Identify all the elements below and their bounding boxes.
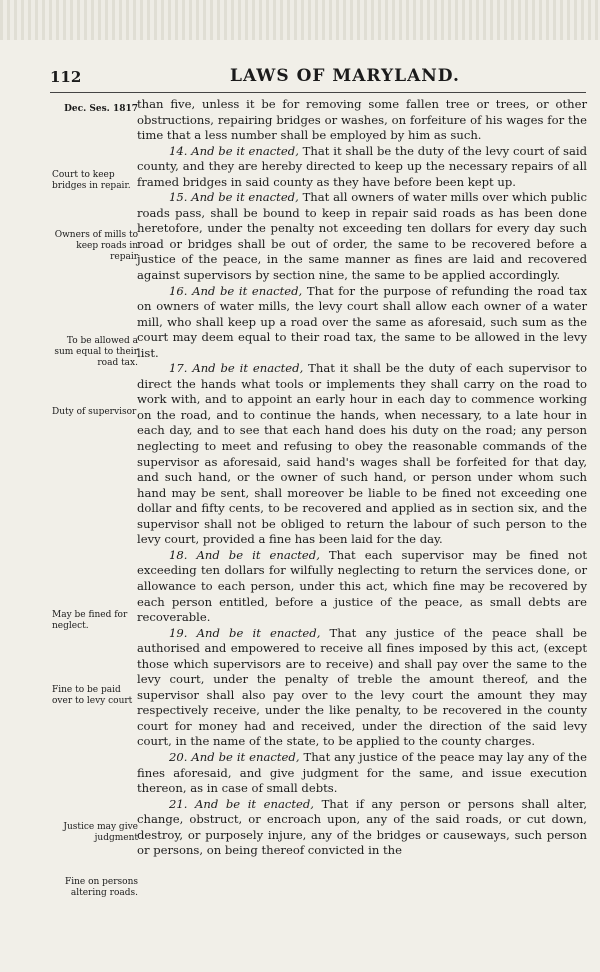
margin-note-allowed: To be allowed a sum equal to their road tax. <box>54 336 138 368</box>
section-text: That it shall be the duty of the levy court of said county, and they are hereby directed to keep up the necessary repairs of all framed bridges in said county as they have before been kept up. <box>137 143 587 189</box>
section-text: That all owners of water mills over which public roads pass, shall be bound to keep in repair said roads as has been done heretofore, under the penalty not exceeding ten dollars for every day such road or bridges shall be out of order, the same to be recovered before a justice of the peace, in the same manner as fines are laid and recovered against supervisors by section nine, the same to be applied accordingly. <box>137 190 587 283</box>
section-heading: 14. And be it enacted, <box>169 143 299 158</box>
page-header <box>50 66 586 90</box>
margin-note-justice: Justice may give judgment <box>63 822 138 843</box>
body-text <box>137 97 587 859</box>
section-18 <box>137 548 587 626</box>
section-text: That any justice of the peace shall be authorised and empowered to receive all fines imposed by this act, (except those which supervisors are to receive) and shall pay over the same to the levy court, under the penalty of treble the amount thereof, and the supervisor shall also pay over to the levy court the amount they may respectively receive, under the like penalty, to be recovered in the county court for money had and received, under the direction of the said levy court, in the name of the state, to be applied to the county charges. <box>137 625 588 749</box>
section-heading: 17. And be it enacted, <box>169 361 304 376</box>
margin-note-date: Dec. Ses. 1817 <box>64 104 138 114</box>
margin-note-court-keep: Court to keep bridges in repair. <box>52 170 131 191</box>
section-heading: 15. And be it enacted, <box>169 190 299 205</box>
page-bottom-margin <box>0 946 600 972</box>
margin-note-fine-persons: Fine on persons altering roads. <box>64 877 138 898</box>
scan-shadow-band <box>0 0 600 40</box>
section-text: That for the purpose of refunding the road tax on owners of water mills, the levy court shall allow each owner of a water mill, who shall keep up a road over the same as aforesaid, such sum as the court may deem equal to their road tax, the same to be allowed in the levy list. <box>137 283 587 360</box>
margin-note-fined: May be fined for neglect. <box>52 610 128 631</box>
section-heading: 16. And be it enacted, <box>169 283 303 298</box>
margin-note-fine-paid: Fine to be paid over to levy court <box>52 685 133 706</box>
section-20 <box>137 750 587 797</box>
margin-note-owners: Owners of mills to keep roads in repair <box>54 230 138 262</box>
section-text: That if any person or persons shall alter, change, obstruct, or encroach upon, any of the said roads, or cut down, destroy, or purposely injure, any of the bridges or causeways, such person or persons, on being thereof convicted in the <box>137 796 588 858</box>
paragraph-continuation: than five, unless it be for removing some fallen tree or trees, or other obstructions, repairing bridges or washes, on forfeiture of his wages for the time that a less number shall be employed by him as such. <box>137 97 587 143</box>
running-head: LAWS OF MARYLAND. <box>230 66 460 86</box>
section-15 <box>137 190 587 283</box>
section-heading: 19. And be it enacted, <box>169 625 321 640</box>
section-text: That it shall be the duty of each supervisor to direct the hands what tools or implements they shall carry on the road to work with, and to appoint an early hour in each day to commence working on the road, and to continue the hands, when necessary, to a late hour in each day, and to see that each hand does his duty on the road; any person neglecting to meet and refusing to obey the reasonable commands of the supervisor as aforesaid, said hand's wages shall be forfeited for that day, and such hand, or the owner of such hand, or person under whom such hand may be sent, shall moreover be liable to be fined not exceeding one dollar and fifty cents, to be recovered and applied as in section six, and the supervisor shall not be obliged to return the labour of such person to the levy court, provided a fine has been laid for the day. <box>137 361 588 547</box>
margin-note-duty: Duty of supervisor <box>52 407 137 417</box>
page-number: 112 <box>50 68 82 86</box>
section-21 <box>137 797 587 859</box>
section-text: That any justice of the peace may lay any of the fines aforesaid, and give judgment for the same, and issue execution thereon, as in case of small debts. <box>137 749 588 796</box>
section-heading: 21. And be it enacted, <box>169 796 314 811</box>
section-19 <box>137 626 587 750</box>
section-16 <box>137 284 587 362</box>
header-rule <box>50 92 586 93</box>
section-heading: 20. And be it enacted, <box>169 749 300 764</box>
section-14 <box>137 144 587 191</box>
section-text: That each supervisor may be fined not exceeding ten dollars for wilfully neglecting to return the services done, or allowance to each person, under this act, which fine may be recovered by each person entitled, before a justice of the peace, as small debts are recoverable. <box>137 547 587 625</box>
section-heading: 18. And be it enacted, <box>169 547 320 562</box>
section-17 <box>137 361 587 548</box>
